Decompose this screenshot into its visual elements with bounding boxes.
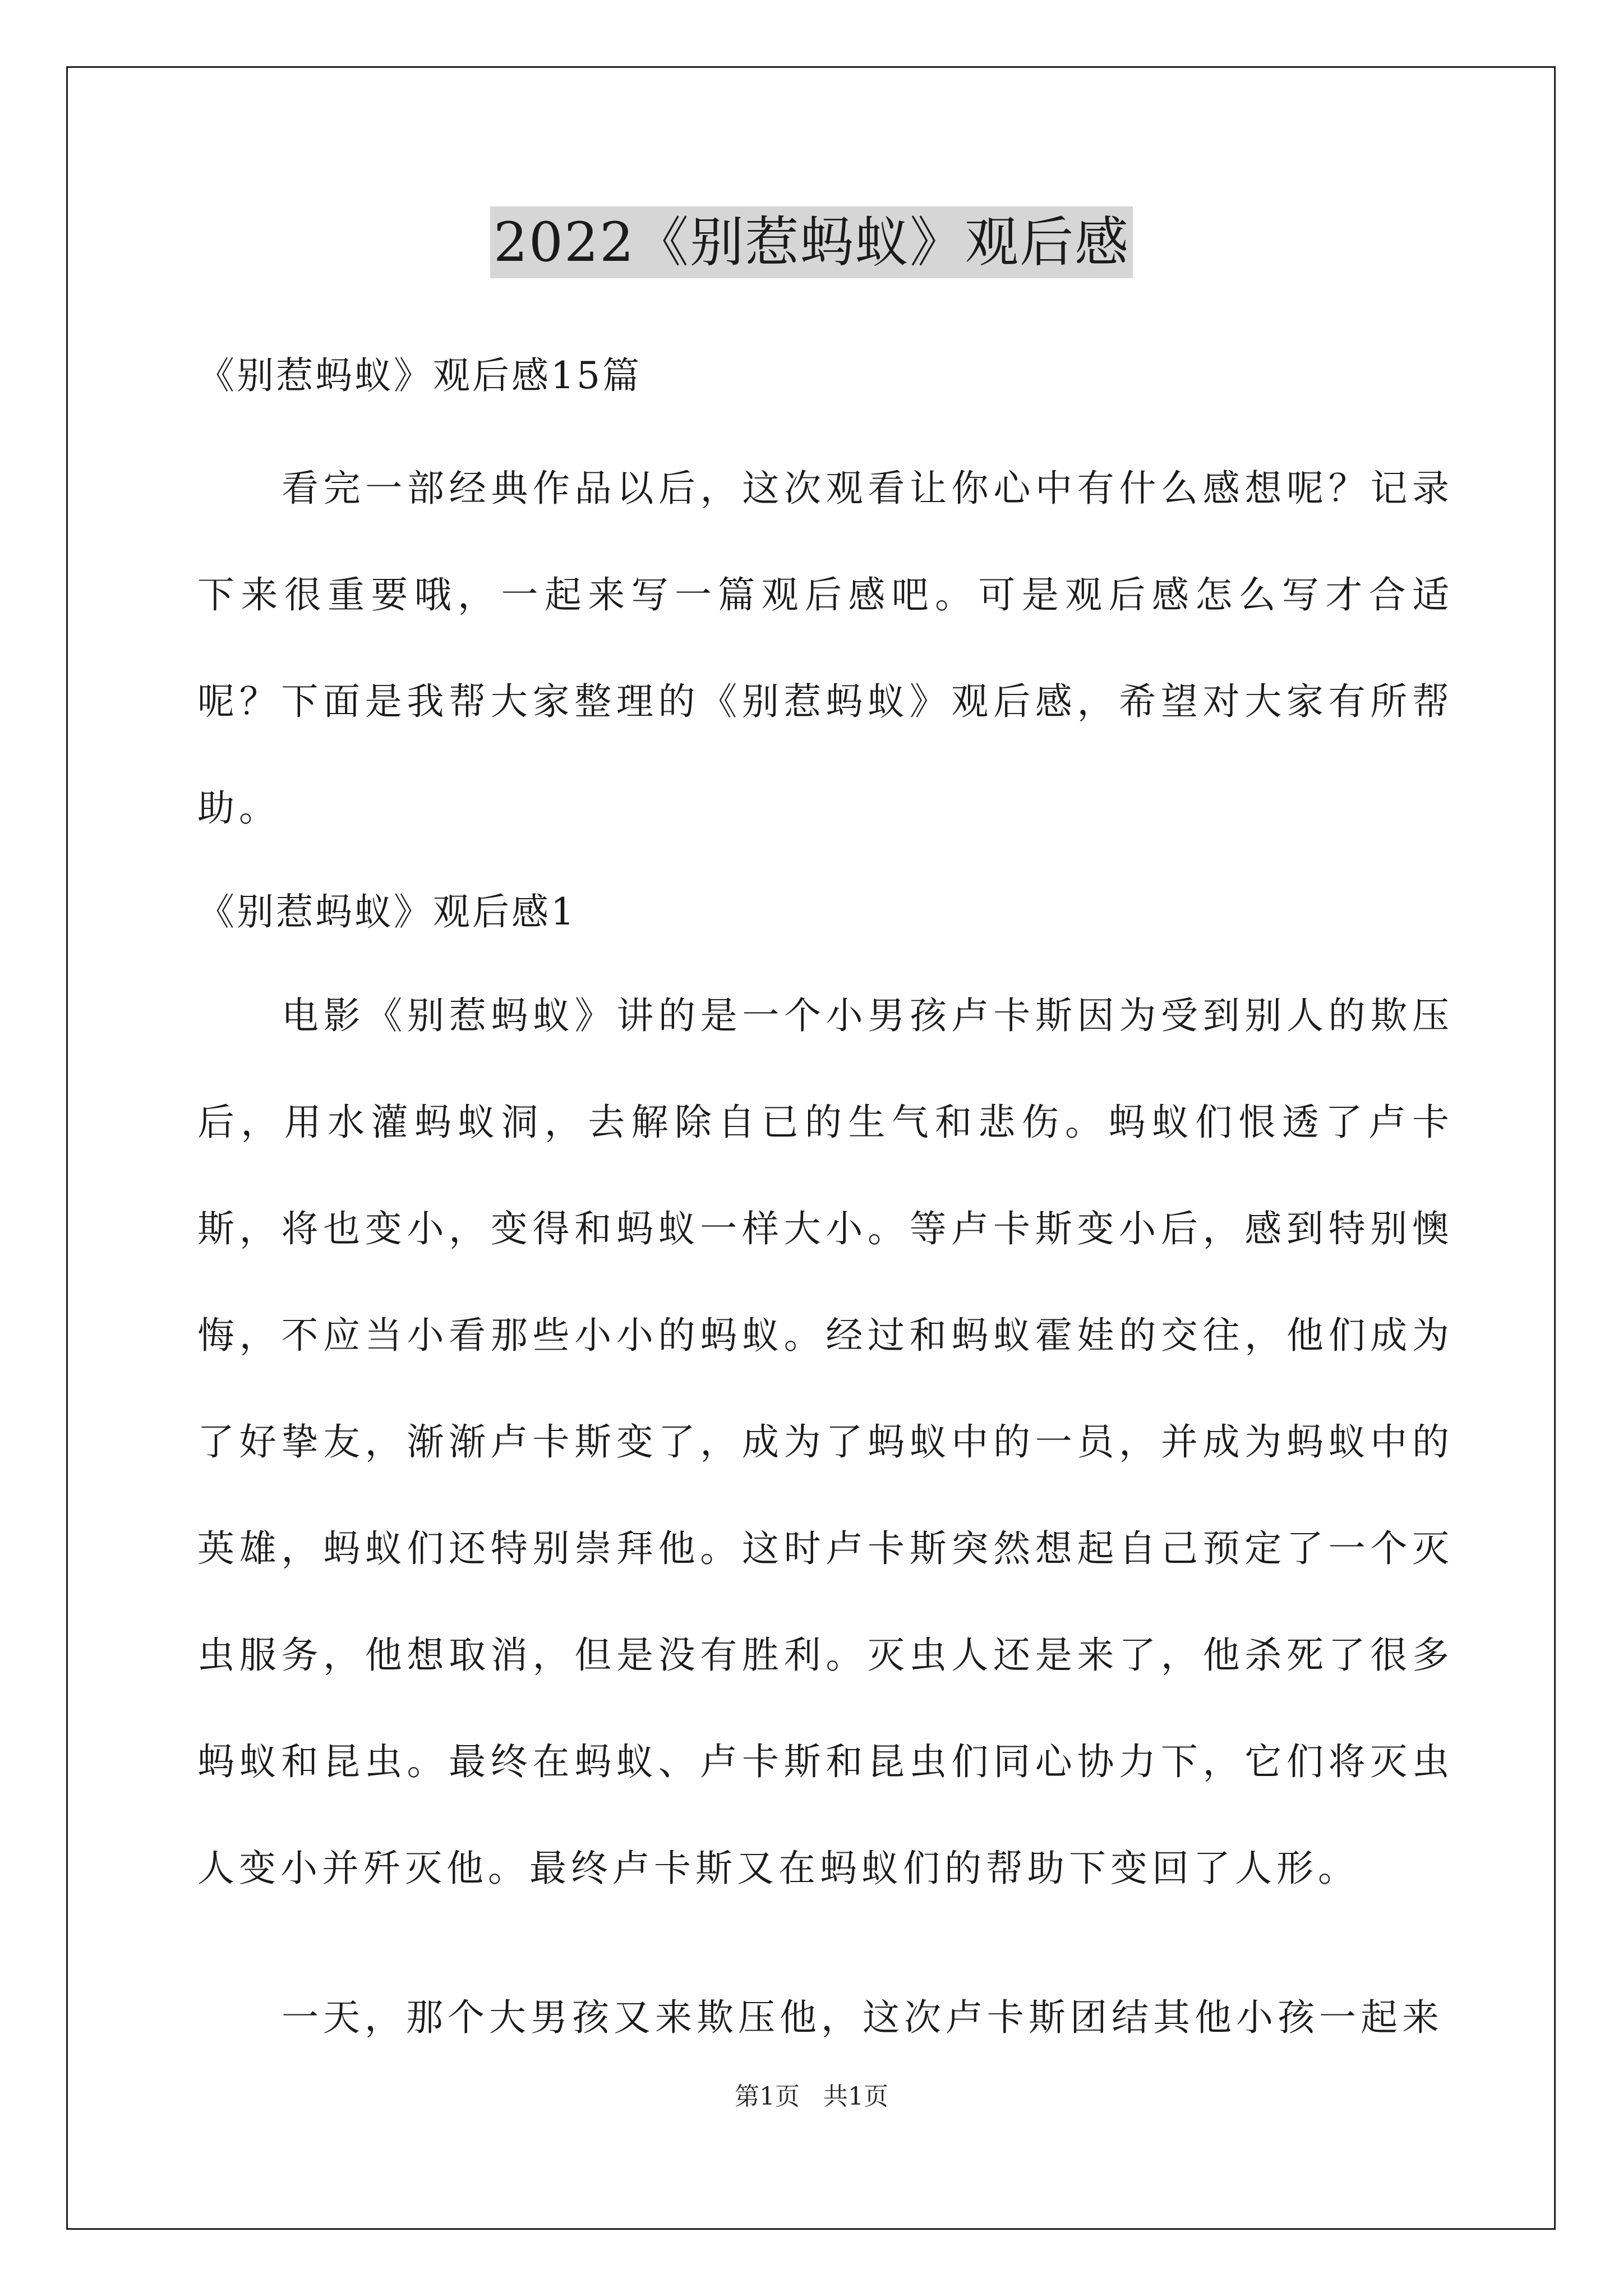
body-paragraph-continued: 一天，那个大男孩又来欺压他，这次卢卡斯团结其他小孩一起来: [282, 1996, 1444, 2039]
intro-paragraph: 看完一部经典作品以后，这次观看让你心中有什么感想呢？记录下来很重要哦，一起来写一篇观后感吧。可是观后感怎么写才合适呢？下面是我帮大家整理的《别惹蚂蚁》观后感，希望对大家有所帮助。: [197, 467, 1454, 830]
document-title: 2022《别惹蚂蚁》观后感: [490, 206, 1133, 278]
body-paragraph: 电影《别惹蚂蚁》讲的是一个小男孩卢卡斯因为受到别人的欺压后，用水灌蚂蚁洞，去解除自已的生气和悲伤。蚂蚁们恨透了卢卡斯，将也变小，变得和蚂蚁一样大小。等卢卡斯变小后，感到特别懊悔，不应当小看那些小小的蚂蚁。经过和蚂蚁霍娃的交往，他们成为了好挚友，渐渐卢卡斯变了，成为了蚂蚁中的一员，并成为蚂蚁中的英雄，蚂蚁们还特别崇拜他。这时卢卡斯突然想起自己预定了一个灭虫服务，他想取消，但是没有胜利。灭虫人还是来了，他杀死了很多蚂蚁和昆虫。最终在蚂蚁、卢卡斯和昆虫们同心协力下，它们将灭虫人变小并歼灭他。最终卢卡斯又在蚂蚁们的帮助下变回了人形。: [197, 994, 1454, 1890]
page-footer: [0, 2080, 1623, 2114]
page-number-current: 第1页: [735, 2082, 800, 2111]
section-heading: 《别惹蚂蚁》观后感1: [197, 890, 577, 933]
page-number-total: 共1页: [823, 2082, 888, 2111]
title-container: [0, 206, 1623, 278]
document-subtitle: 《别惹蚂蚁》观后感15篇: [197, 354, 642, 397]
